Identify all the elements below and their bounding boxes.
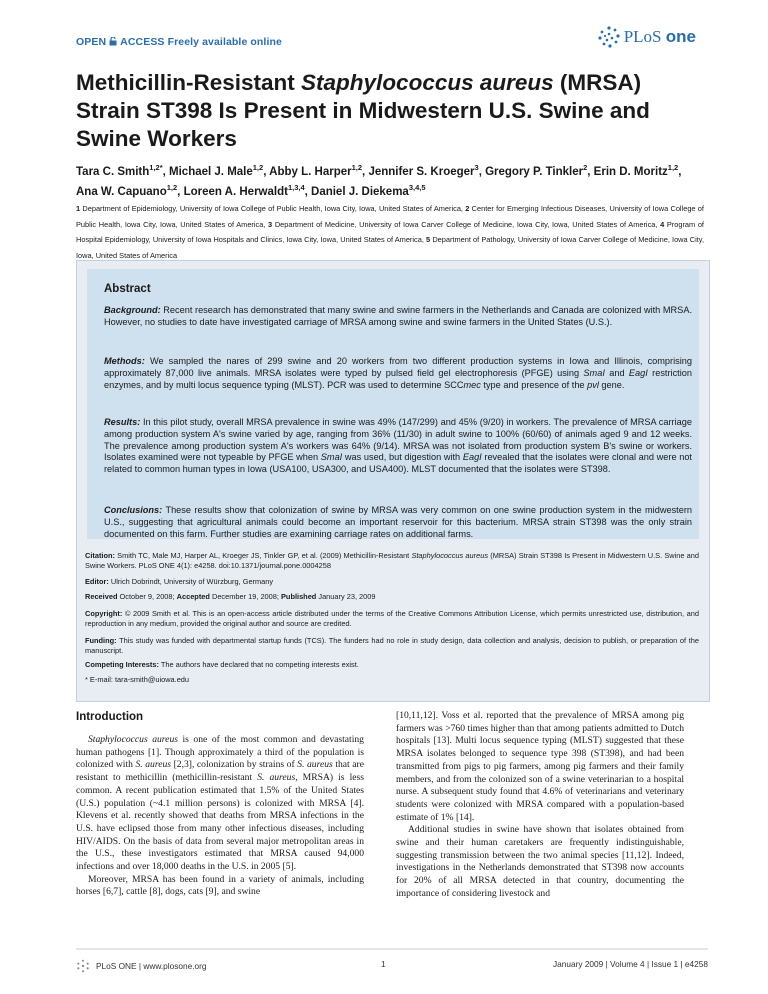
plos-logo-dots-icon	[597, 25, 621, 49]
plos-logo-text: PLoS one	[623, 27, 696, 46]
abstract-conclusions: Conclusions: These results show that colonization of swine by MRSA was very common on one swine production system in the midwestern U.S., suggesting that agricultural animals could become an important reservoir for this bacterium. MRSA strain ST398 was the only strain documented on this farm. Further studies are examining carriage rates on additional farms.	[104, 505, 692, 539]
open-access-banner	[76, 36, 282, 48]
abstract-panel	[87, 269, 699, 539]
competing-interests: Competing Interests: The authors have declared that no competing interests exist.	[85, 660, 359, 669]
introduction-heading: Introduction	[76, 711, 144, 723]
intro-paragraph: Staphylococcus aureus is one of the most common and devastating human pathogens [1]. Though approximately a third of the population is colonized with S. aureus [2,3], colonization by strains of S. aureus that are resistant to methicillin (methicillin-resistant S. aureus, MRSA) is less common. A recent publication estimated that 1.5% of the United States (U.S.) population (~4.1 million persons) is colonized with MRSA [4]. Klevens et al. recently showed that deaths from MRSA infections in the U.S. have eclipsed those from many other infectious diseases, including HIV/AIDS. On the basis of data from several major metropolitan areas in the U.S., these investigators estimated that MRSA caused 94,000 infections and over 18,000 deaths in the U.S. in 2005 [5].	[76, 734, 364, 873]
open-label: OPEN	[76, 36, 107, 48]
freely-available-label: Freely available online	[167, 36, 282, 48]
footer-divider	[76, 948, 708, 950]
citation: Citation: Smith TC, Male MJ, Harper AL, Kroeger JS, Tinkler GP, et al. (2009) Methicillin-Resistant Staphylococcus aureus (MRSA) Strain ST398 Is Present in Midwestern U.S. Swine and Swine Workers. PLoS ONE 4(1): e4258. doi:10.1371/journal.pone.0004258	[85, 551, 700, 571]
footer-left-text: PLoS ONE | www.plosone.org	[96, 961, 207, 971]
author-email: * E-mail: tara-smith@uiowa.edu	[85, 675, 190, 684]
abstract-methods: Methods: We sampled the nares of 299 swine and 20 workers from two different production systems in Iowa and Illinois, comprising approximately 87,000 live animals. MRSA isolates were typed by pulsed field gel electrophoresis (PFGE) using SmaI and EagI restriction enzymes, and by multi locus sequence typing (MLST). PCR was used to determine SCCmec type and presence of the pvl gene.	[104, 356, 692, 390]
abstract-box	[76, 260, 710, 702]
affiliations: 1 Department of Epidemiology, University of Iowa College of Public Health, Iowa City, Iowa, United States of America, 2 Center for Emerging Infectious Diseases, University of Iowa College of Public Health, Iowa City, Iowa, United States of America, 3 Department of Medicine, University of Iowa Carver College of Medicine, Iowa City, Iowa, United States of America, 4 Program of Hospital Epidemiology, University of Iowa Hospitals and Clinics, Iowa City, Iowa, United States of America, 5 Department of Pathology, University of Iowa Carver College of Medicine, Iowa City, Iowa, United States of America	[76, 204, 704, 261]
body-left-column	[76, 710, 364, 899]
funding: Funding: This study was funded with departmental startup funds (TCS). The funders had no role in study design, data collection and analysis, decision to publish, or preparation of the manuscript.	[85, 636, 699, 656]
author: Jennifer S. Kroeger$^3$	[368, 163, 479, 178]
page-number: 1	[381, 959, 386, 969]
plos-one-logo	[597, 24, 696, 50]
intro-paragraph: Moreover, MRSA has been found in a variety of animals, including horses [6,7], cattle [8], dogs, cats [9], and swine	[76, 873, 364, 898]
intro-paragraph: Additional studies in swine have shown that isolates obtained from swine and their human caretakers are frequently indistinguishable, suggesting transmission between the two animal species [11,12]. Indeed, investigations in the Netherlands demonstrated that ST398 now accounts for 20% of all MRSA detected in that country, documenting the importance of considering livestock and	[396, 824, 684, 899]
footer-plos-icon	[76, 959, 90, 973]
author: Loreen A. Herwaldt$^{1,3,4}$	[183, 183, 305, 198]
author: Abby L. Harper$^{1,2}$	[269, 163, 363, 178]
author: Ana W. Capuano$^{1,2}$	[76, 183, 178, 198]
author: Erin D. Moritz$^{1,2}$	[593, 163, 679, 178]
dates: Received October 9, 2008; Accepted December 19, 2008; Published January 23, 2009	[85, 592, 376, 601]
author: Gregory P. Tinkler$^2$	[485, 163, 588, 178]
article-title: Methicillin-Resistant Staphylococcus aureus (MRSA) Strain ST398 Is Present in Midwestern U.S. Swine and Swine Workers	[76, 70, 650, 151]
body-right-column	[396, 710, 684, 901]
author: Tara C. Smith$^{1,2*}$	[76, 163, 163, 178]
footer-issue: January 2009 | Volume 4 | Issue 1 | e4258	[553, 959, 708, 969]
author-list: Tara C. Smith$^{1,2*}$, Michael J. Male$^{1,2}$, Abby L. Harper$^{1,2}$, Jennifer S. Kroeger$^3$, Gregory P. Tinkler$^2$, Erin D. Moritz$^{1,2}$, Ana W. Capuano$^{1,2}$, Loreen A. Herwaldt$^{1,3,4}$, Daniel J. Diekema$^{3,4,5}$	[76, 163, 682, 198]
intro-paragraph: [10,11,12]. Voss et al. reported that the prevalence of MRSA among pig farmers was >760 times higher than that among patients admitted to Dutch hospitals [13]. Multi locus sequence typing (MLST) suggested that these MRSA isolates belonged to sequence type 398 (ST398), and had been transmitted from pigs to pig farmers, among pig farmers and their family members, and from the colonized son of a swine veterinarian to a hospital nurse. A subsequent study found that 4.6% of veterinarians and veterinary students were colonized with MRSA compared with a population-based estimate of 1% [14].	[396, 710, 684, 823]
open-lock-icon	[109, 37, 117, 46]
editor: Editor: Ulrich Dobrindt, University of Würzburg, Germany	[85, 577, 274, 586]
author: Michael J. Male$^{1,2}$	[169, 163, 264, 178]
abstract-background: Background: Recent research has demonstrated that many swine and swine farmers in the Netherlands and Canada are colonized with MRSA. However, no studies to date have investigated carriage of MRSA among swine and swine farmers in the United States (U.S.).	[104, 305, 692, 327]
abstract-results: Results: In this pilot study, overall MRSA prevalence in swine was 49% (147/299) and 45% (9/20) in workers. The prevalence of MRSA carriage among production system A's swine varied by age, ranging from 36% (11/30) in adult swine to 100% (60/60) of animals aged 9 and 12 weeks. The prevalence among production system A's workers was 64% (9/14). MRSA was not isolated from production system B's swine or workers. Isolates examined were not typeable by PFGE when SmaI was used, but digestion with EagI revealed that the isolates were clonal and were not related to common human types in Iowa (USA100, USA300, and USA400). MLST documented that the isolates were ST398.	[104, 417, 692, 475]
copyright: Copyright: © 2009 Smith et al. This is an open-access article distributed under the terms of the Creative Commons Attribution License, which permits unrestricted use, distribution, and reproduction in any medium, provided the original author and source are credited.	[85, 609, 699, 629]
author: Daniel J. Diekema$^{3,4,5}$	[311, 183, 426, 198]
footer-journal	[76, 959, 207, 973]
abstract-heading: Abstract	[104, 283, 151, 295]
access-label: ACCESS	[120, 36, 165, 48]
